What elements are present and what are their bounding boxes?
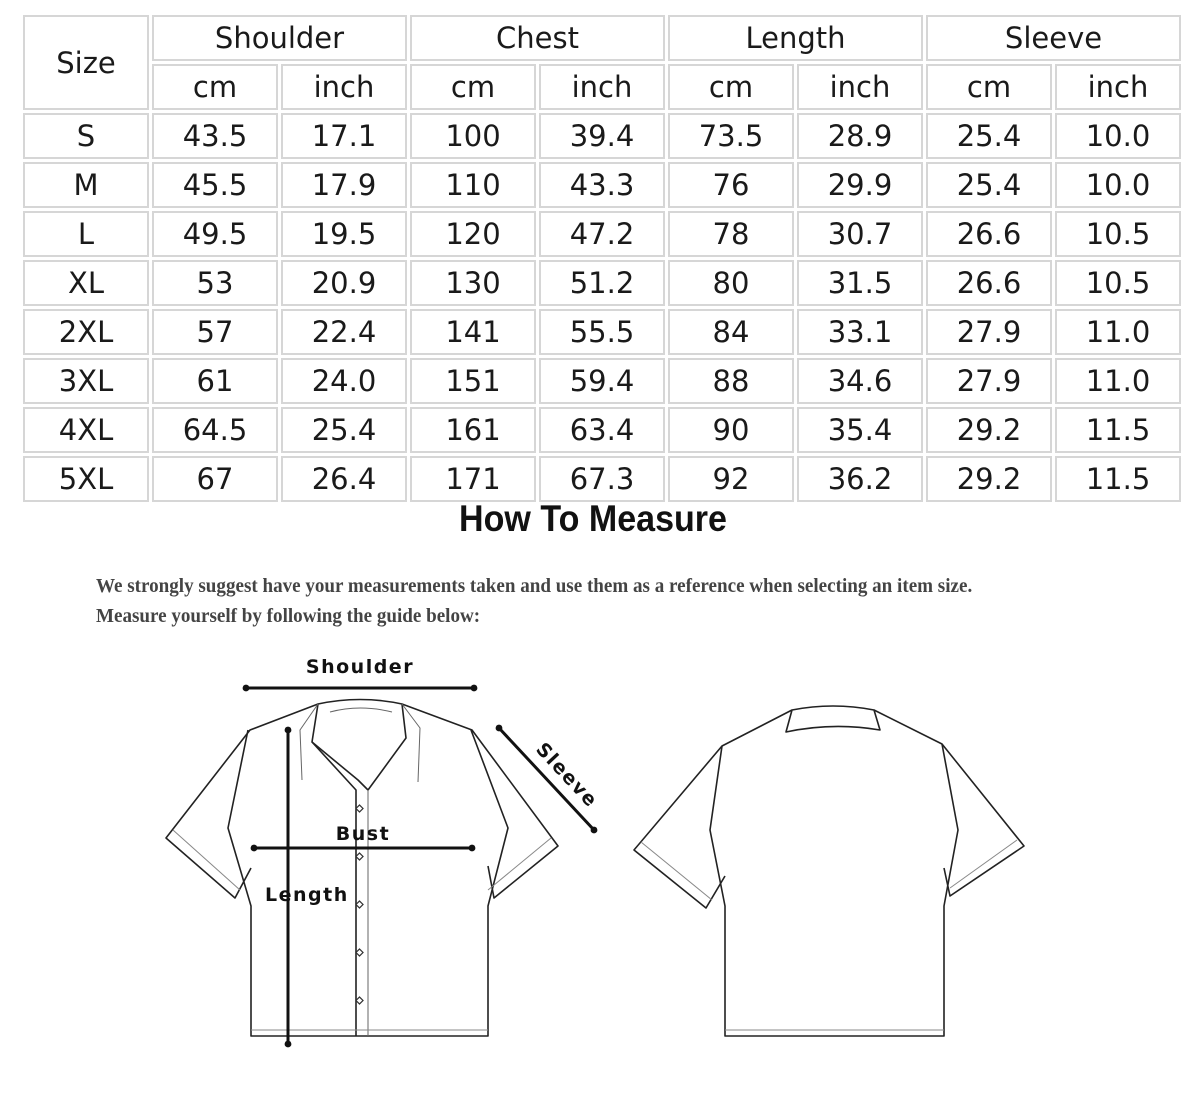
measurement-cell: 110 bbox=[410, 162, 536, 208]
measurement-cell: 11.0 bbox=[1055, 358, 1181, 404]
table-row bbox=[23, 358, 1181, 404]
size-chart-table bbox=[20, 12, 1184, 505]
measurement-cell: 59.4 bbox=[539, 358, 665, 404]
measurement-cell: 17.9 bbox=[281, 162, 407, 208]
measurement-cell: 34.6 bbox=[797, 358, 923, 404]
bust-measure-line bbox=[251, 845, 476, 852]
intro-line-1: We strongly suggest have your measurements taken and use them as a reference when selecting an item size. bbox=[96, 575, 973, 597]
intro-line-2: Measure yourself by following the guide below: bbox=[96, 605, 481, 627]
unit-header-row bbox=[23, 64, 1181, 110]
group-header-row bbox=[23, 15, 1181, 61]
unit-header-cm: cm bbox=[926, 64, 1052, 110]
measurement-cell: 171 bbox=[410, 456, 536, 502]
measurement-cell: 49.5 bbox=[152, 211, 278, 257]
measurement-cell: 25.4 bbox=[281, 407, 407, 453]
measurement-cell: 26.4 bbox=[281, 456, 407, 502]
measurement-cell: 35.4 bbox=[797, 407, 923, 453]
measurement-cell: 30.7 bbox=[797, 211, 923, 257]
unit-header-cm: cm bbox=[668, 64, 794, 110]
measurement-cell: 36.2 bbox=[797, 456, 923, 502]
measurement-cell: 24.0 bbox=[281, 358, 407, 404]
measurement-cell: 161 bbox=[410, 407, 536, 453]
measurement-cell: 78 bbox=[668, 211, 794, 257]
unit-header-cm: cm bbox=[152, 64, 278, 110]
size-cell: 4XL bbox=[23, 407, 149, 453]
measurement-cell: 151 bbox=[410, 358, 536, 404]
bust-label: Bust bbox=[335, 823, 391, 845]
measurement-cell: 45.5 bbox=[152, 162, 278, 208]
measurement-cell: 61 bbox=[152, 358, 278, 404]
table-row bbox=[23, 456, 1181, 502]
measurement-cell: 84 bbox=[668, 309, 794, 355]
size-cell: 5XL bbox=[23, 456, 149, 502]
size-cell: L bbox=[23, 211, 149, 257]
measurement-cell: 11.5 bbox=[1055, 407, 1181, 453]
measurement-cell: 39.4 bbox=[539, 113, 665, 159]
back-shirt-body bbox=[710, 744, 958, 1036]
unit-header-inch: inch bbox=[797, 64, 923, 110]
measurement-cell: 67 bbox=[152, 456, 278, 502]
unit-header-inch: inch bbox=[539, 64, 665, 110]
measurement-cell: 31.5 bbox=[797, 260, 923, 306]
table-row bbox=[23, 407, 1181, 453]
measurement-cell: 90 bbox=[668, 407, 794, 453]
measurement-cell: 51.2 bbox=[539, 260, 665, 306]
measurement-cell: 64.5 bbox=[152, 407, 278, 453]
measurement-cell: 28.9 bbox=[797, 113, 923, 159]
measurement-cell: 130 bbox=[410, 260, 536, 306]
length-header: Length bbox=[668, 15, 923, 61]
measurement-cell: 57 bbox=[152, 309, 278, 355]
measurement-cell: 100 bbox=[410, 113, 536, 159]
measurement-cell: 27.9 bbox=[926, 309, 1052, 355]
size-cell: M bbox=[23, 162, 149, 208]
table-row bbox=[23, 309, 1181, 355]
front-collar bbox=[312, 700, 406, 791]
length-label: Length bbox=[265, 884, 349, 906]
measurement-cell: 10.0 bbox=[1055, 113, 1181, 159]
how-to-measure-title: How To Measure bbox=[459, 498, 727, 539]
size-cell: S bbox=[23, 113, 149, 159]
measurement-cell: 10.0 bbox=[1055, 162, 1181, 208]
size-cell: 2XL bbox=[23, 309, 149, 355]
measurement-cell: 55.5 bbox=[539, 309, 665, 355]
unit-header-inch: inch bbox=[281, 64, 407, 110]
back-collar bbox=[786, 706, 880, 732]
measurement-cell: 17.1 bbox=[281, 113, 407, 159]
shoulder-label: Shoulder bbox=[305, 656, 415, 678]
table-row bbox=[23, 113, 1181, 159]
measurement-cell: 10.5 bbox=[1055, 211, 1181, 257]
front-left-sleeve bbox=[166, 704, 318, 898]
measurement-cell: 11.5 bbox=[1055, 456, 1181, 502]
size-chart-body bbox=[23, 15, 1181, 502]
measurement-cell: 25.4 bbox=[926, 113, 1052, 159]
measurement-cell: 80 bbox=[668, 260, 794, 306]
measurement-cell: 47.2 bbox=[539, 211, 665, 257]
measurement-cell: 19.5 bbox=[281, 211, 407, 257]
measurement-cell: 76 bbox=[668, 162, 794, 208]
measurement-cell: 120 bbox=[410, 211, 536, 257]
measurement-cell: 11.0 bbox=[1055, 309, 1181, 355]
size-cell: 3XL bbox=[23, 358, 149, 404]
shoulder-header: Shoulder bbox=[152, 15, 407, 61]
measurement-cell: 26.6 bbox=[926, 260, 1052, 306]
measurement-cell: 63.4 bbox=[539, 407, 665, 453]
back-shirt-illustration bbox=[634, 706, 1024, 1036]
measurement-cell: 29.2 bbox=[926, 407, 1052, 453]
measurement-cell: 88 bbox=[668, 358, 794, 404]
size-column-header: Size bbox=[23, 15, 149, 110]
table-row bbox=[23, 211, 1181, 257]
measure-intro bbox=[96, 571, 1110, 631]
measurement-cell: 27.9 bbox=[926, 358, 1052, 404]
measurement-cell: 20.9 bbox=[281, 260, 407, 306]
measurement-cell: 43.3 bbox=[539, 162, 665, 208]
measurement-cell: 73.5 bbox=[668, 113, 794, 159]
front-shirt-illustration bbox=[166, 700, 558, 1037]
measurement-cell: 29.9 bbox=[797, 162, 923, 208]
measurement-cell: 26.6 bbox=[926, 211, 1052, 257]
measurement-cell: 53 bbox=[152, 260, 278, 306]
sleeve-header: Sleeve bbox=[926, 15, 1181, 61]
table-row bbox=[23, 260, 1181, 306]
unit-header-cm: cm bbox=[410, 64, 536, 110]
measurement-cell: 141 bbox=[410, 309, 536, 355]
chest-header: Chest bbox=[410, 15, 665, 61]
measurement-cell: 10.5 bbox=[1055, 260, 1181, 306]
size-cell: XL bbox=[23, 260, 149, 306]
shoulder-measure-line bbox=[243, 685, 478, 692]
measurement-cell: 43.5 bbox=[152, 113, 278, 159]
front-right-sleeve bbox=[402, 704, 558, 898]
measurement-cell: 29.2 bbox=[926, 456, 1052, 502]
measurement-cell: 33.1 bbox=[797, 309, 923, 355]
table-row bbox=[23, 162, 1181, 208]
measurement-cell: 92 bbox=[668, 456, 794, 502]
measurement-diagram bbox=[0, 640, 1200, 1100]
sleeve-label: Sleeve bbox=[531, 738, 603, 813]
measurement-cell: 67.3 bbox=[539, 456, 665, 502]
back-right-sleeve bbox=[874, 710, 1024, 896]
measurement-cell: 25.4 bbox=[926, 162, 1052, 208]
measurement-cell: 22.4 bbox=[281, 309, 407, 355]
unit-header-inch: inch bbox=[1055, 64, 1181, 110]
